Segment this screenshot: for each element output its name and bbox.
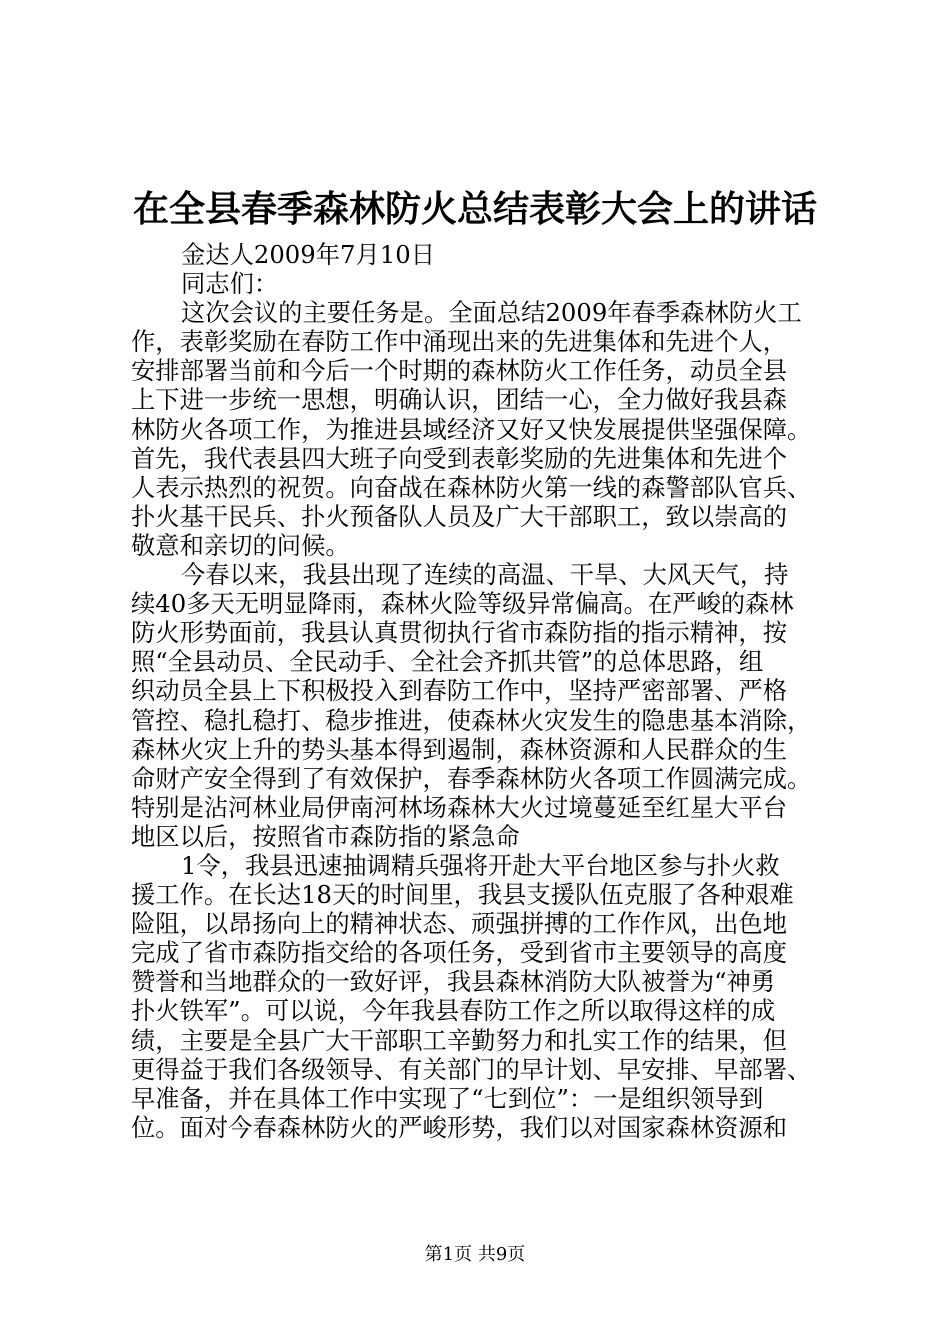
body-line: 1令，我县迅速抽调精兵强将开赴大平台地区参与扑火救: [181, 850, 780, 880]
body-line: 织动员全县上下积极投入到春防工作中，坚持严密部署、严格: [131, 676, 788, 706]
body-line: 援工作。在长达18天的时间里，我县支援队伍克服了各种艰难: [131, 880, 794, 910]
body-line: 更得益于我们各级领导、有关部门的早计划、早安排、早部署、: [131, 1054, 812, 1084]
body-line: 续40多天无明显降雨，森林火险等级异常偏高。在严峻的森林: [131, 589, 794, 619]
body-line: 安排部署当前和今后一个时期的森林防火工作任务，动员全县: [131, 356, 788, 386]
body-line: 绩，主要是全县广大干部职工辛勤努力和扎实工作的结果，但: [131, 1025, 788, 1055]
document-title: 在全县春季森林防火总结表彰大会上的讲话: [132, 188, 817, 230]
body-line: 林防火各项工作，为推进县域经济又好又快发展提供坚强保障。: [131, 414, 812, 444]
body-line: 防火形势面前，我县认真贯彻执行省市森防指的指示精神，按: [131, 618, 788, 648]
body-line: 扑火基干民兵、扑火预备队人员及广大干部职工，致以崇高的: [131, 501, 788, 531]
body-line: 金达人2009年7月10日: [181, 240, 435, 269]
body-line: 特别是沾河林业局伊南河林场森林大火过境蔓延至红星大平台: [131, 792, 788, 822]
body-line: 作，表彰奖励在春防工作中涌现出来的先进集体和先进个人，: [131, 327, 788, 357]
body-line: 同志们：: [181, 269, 279, 299]
document-body: [131, 240, 836, 1142]
body-line: 照“全县动员、全民动手、全社会齐抓共管”的总体思路，组: [131, 647, 764, 677]
body-line: 这次会议的主要任务是。全面总结2009年春季森林防火工: [181, 298, 802, 328]
body-line: 赞誉和当地群众的一致好评，我县森林消防大队被誉为“神勇: [131, 967, 776, 997]
body-line: 敬意和亲切的问候。: [131, 530, 350, 560]
body-line: 今春以来，我县出现了连续的高温、干旱、大风天气，持: [181, 560, 789, 590]
body-line: 位。面对今春森林防火的严峻形势，我们以对国家森林资源和: [131, 1112, 788, 1142]
body-line: 完成了省市森防指交给的各项任务，受到省市主要领导的高度: [131, 938, 788, 968]
body-line: 命财产安全得到了有效保护，春季森林防火各项工作圆满完成。: [131, 763, 812, 793]
body-line: 早准备，并在具体工作中实现了“七到位”：一是组织领导到: [131, 1083, 764, 1113]
page-footer: 第1页 共9页: [424, 1244, 526, 1265]
body-line: 森林火灾上升的势头基本得到遏制，森林资源和人民群众的生: [131, 734, 788, 764]
body-line: 上下进一步统一思想，明确认识，团结一心，全力做好我县森: [131, 385, 788, 415]
body-line: 管控、稳扎稳打、稳步推进，使森林火灾发生的隐患基本消除，: [131, 705, 812, 735]
body-line: 人表示热烈的祝贺。向奋战在森林防火第一线的森警部队官兵、: [131, 472, 812, 502]
body-line: 扑火铁军”。可以说，今年我县春防工作之所以取得这样的成: [131, 996, 776, 1026]
body-line: 险阻，以昂扬向上的精神状态、顽强拼搏的工作作风，出色地: [131, 909, 788, 939]
body-line: 地区以后，按照省市森防指的紧急命: [131, 821, 520, 851]
body-line: 首先，我代表县四大班子向受到表彰奖励的先进集体和先进个: [131, 443, 788, 473]
